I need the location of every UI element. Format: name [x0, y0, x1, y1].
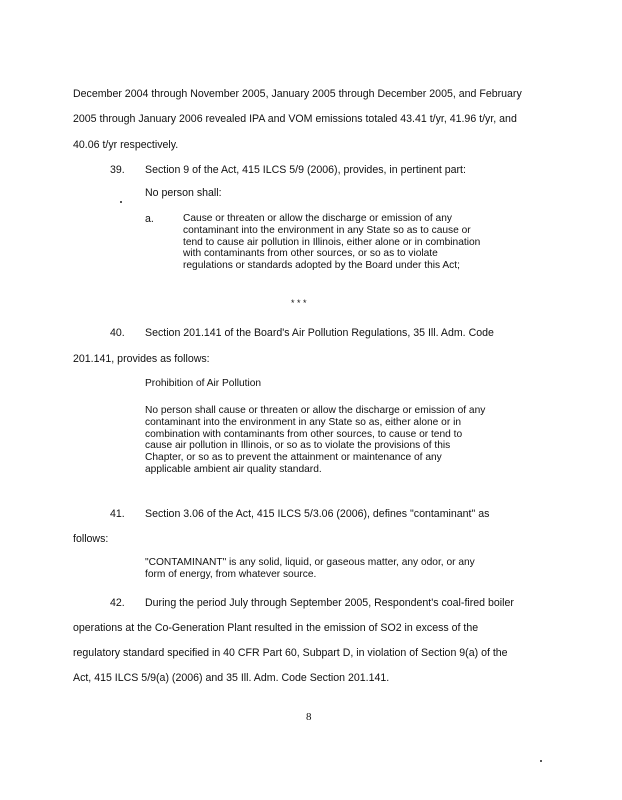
para42-line3: regulatory standard specified in 40 CFR Part 60, Subpart D, in violation of Section 9(a) of the	[73, 647, 508, 659]
para41-line2: follows:	[73, 533, 109, 545]
para41-line1: Section 3.06 of the Act, 415 ILCS 5/3.06 (2006), defines "contaminant" as	[145, 508, 490, 520]
para42-line2: operations at the Co-Generation Plant resulted in the emission of SO2 in excess of the	[73, 622, 479, 634]
para40-line1: Section 201.141 of the Board's Air Pollution Regulations, 35 Ill. Adm. Code	[145, 327, 494, 339]
para42-number: 42.	[110, 597, 125, 609]
para38-line1: December 2004 through November 2005, January 2005 through December 2005, and February	[73, 88, 522, 100]
para39-text: Section 9 of the Act, 415 ILCS 5/9 (2006), provides, in pertinent part:	[145, 164, 466, 176]
para40-quote-text: No person shall cause or threaten or allow the discharge or emission of any contaminant into the environment in any State so as, either alone or in combination with contaminants from other sources, to cause or tend to cause air pollution in Illinois, or so as to violate the provisions of this Chapter, or so as to prevent the attainment or maintenance of any applicable ambient air quality standard.	[145, 405, 486, 475]
scan-speck	[540, 760, 542, 762]
scan-speck	[120, 201, 122, 203]
para39-quote-intro: No person shall:	[145, 187, 222, 199]
para39-number: 39.	[110, 164, 125, 176]
para40-quote-title: Prohibition of Air Pollution	[145, 378, 262, 389]
para38-line3: 40.06 t/yr respectively.	[73, 139, 179, 151]
para41-number: 41.	[110, 508, 125, 520]
para39-ellipsis: * * *	[291, 298, 307, 308]
para39-item-text: Cause or threaten or allow the discharge or emission of any contaminant into the environment in any State so as to cause or tend to cause air pollution in Illinois, either alone or in combination with contaminants from other sources, or so as to violate regulations or standards adopted by the Board under this Act;	[183, 213, 481, 272]
para40-number: 40.	[110, 327, 125, 339]
para40-line2: 201.141, provides as follows:	[73, 353, 210, 365]
page-number: 8	[306, 711, 312, 723]
para41-quote-text: "CONTAMINANT" is any solid, liquid, or gaseous matter, any odor, or any form of energy, from whatever source.	[145, 557, 475, 580]
para42-line1: During the period July through September 2005, Respondent's coal-fired boiler	[145, 597, 514, 609]
para39-item-label: a.	[145, 213, 154, 225]
para42-line4: Act, 415 ILCS 5/9(a) (2006) and 35 Ill. Adm. Code Section 201.141.	[73, 672, 390, 684]
para38-line2: 2005 through January 2006 revealed IPA and VOM emissions totaled 43.41 t/yr, 41.96 t/yr, and	[73, 113, 517, 125]
